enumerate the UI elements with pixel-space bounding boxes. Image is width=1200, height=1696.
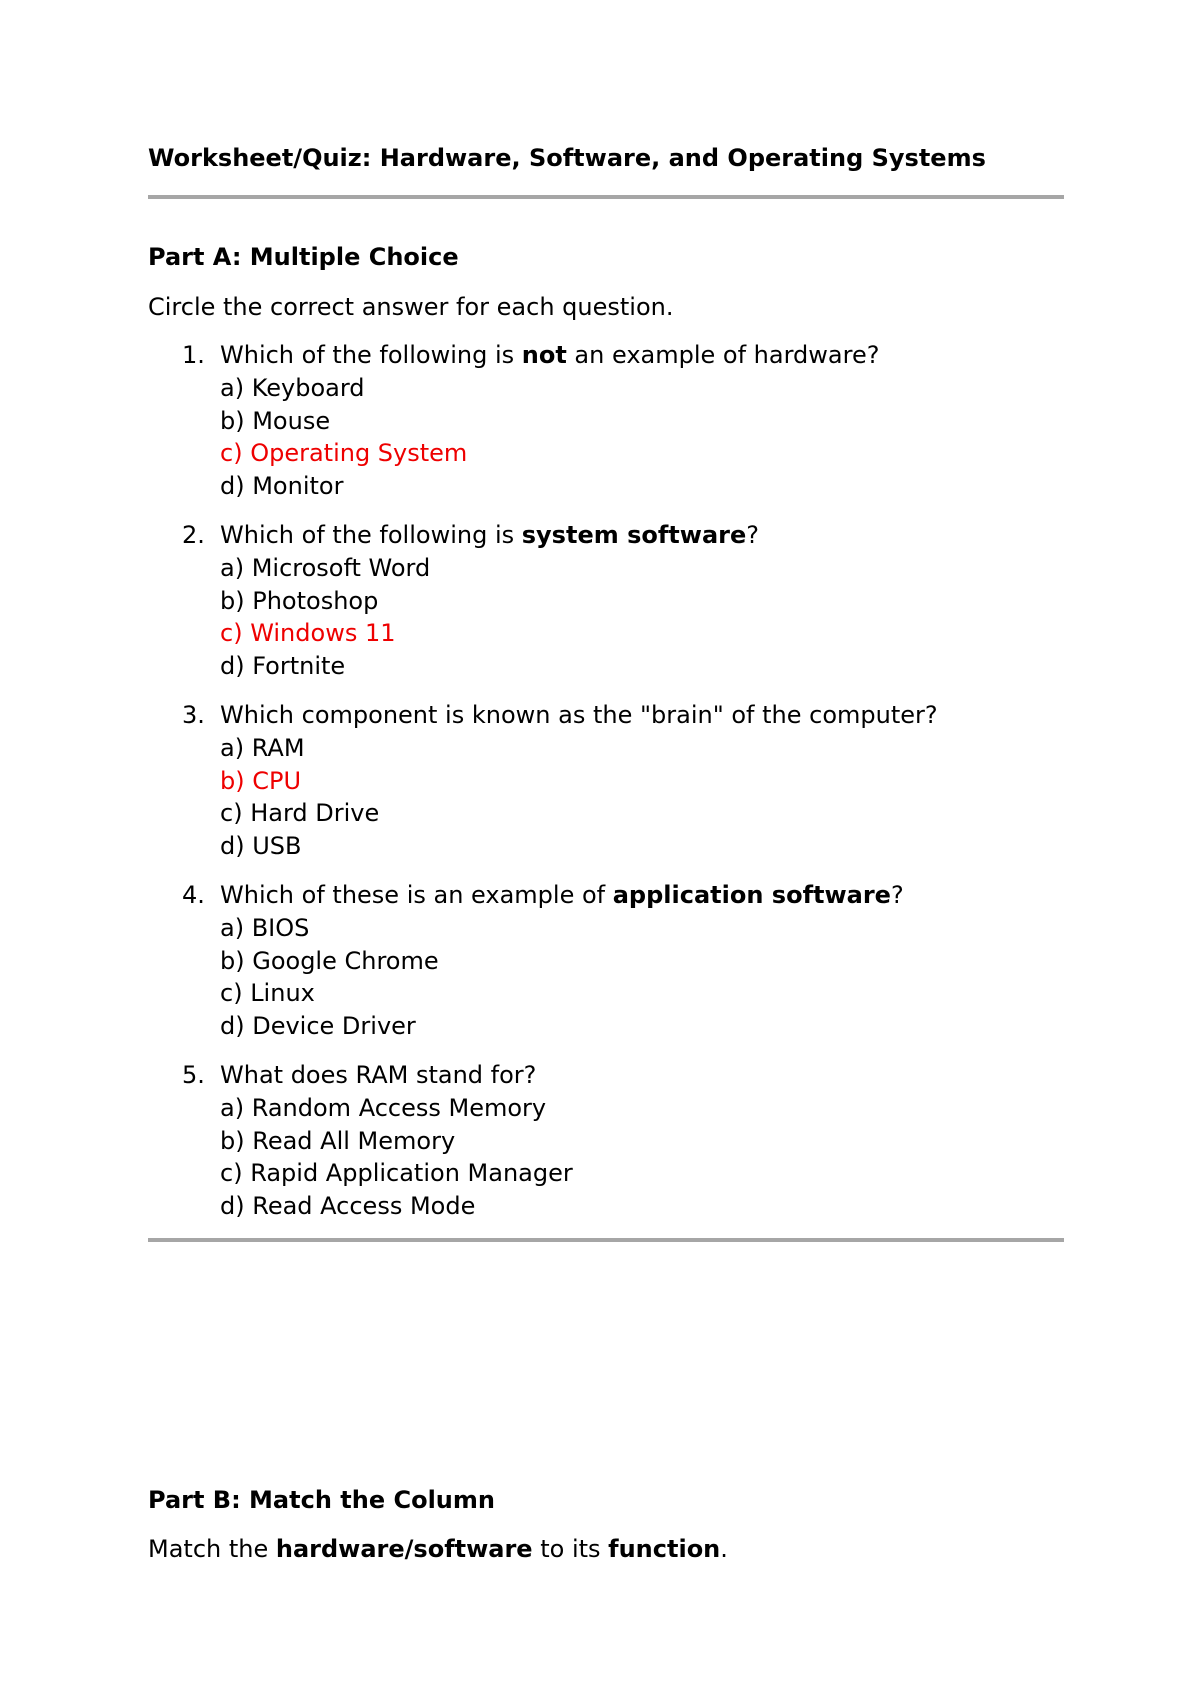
question-stem xyxy=(148,699,1062,732)
part-a-divider xyxy=(148,1238,1064,1242)
question-3 xyxy=(148,699,1062,862)
question-number: 3. xyxy=(182,701,205,729)
option-a[interactable]: a) Random Access Memory xyxy=(220,1094,547,1122)
question-text: Which of the following is system software? xyxy=(220,521,759,549)
option-d[interactable]: d) USB xyxy=(220,831,302,860)
part-b-heading: Part B: Match the Column xyxy=(148,1486,495,1514)
question-text: Which of these is an example of application software? xyxy=(220,881,904,909)
option-d[interactable]: d) Read Access Mode xyxy=(220,1191,476,1220)
question-4 xyxy=(148,879,1062,1042)
option-d[interactable]: d) Fortnite xyxy=(220,651,346,680)
question-number: 1. xyxy=(182,341,205,369)
part-a-heading: Part A: Multiple Choice xyxy=(148,243,459,271)
question-text: Which component is known as the "brain" of the computer? xyxy=(220,701,938,729)
question-stem xyxy=(148,1059,1062,1092)
option-c-correct[interactable]: c) Operating System xyxy=(220,439,468,467)
question-1 xyxy=(148,339,1062,502)
option-d[interactable]: d) Monitor xyxy=(220,471,344,500)
question-text: What does RAM stand for? xyxy=(220,1061,537,1089)
option-b[interactable]: b) Google Chrome xyxy=(220,946,439,975)
question-stem xyxy=(148,339,1062,372)
option-b-correct[interactable]: b) CPU xyxy=(220,766,302,795)
option-a[interactable]: a) Keyboard xyxy=(220,374,365,402)
option-b[interactable]: b) Read All Memory xyxy=(220,1126,456,1155)
question-number: 2. xyxy=(182,521,205,549)
question-number: 5. xyxy=(182,1061,205,1089)
part-a-instruction: Circle the correct answer for each question. xyxy=(148,293,674,321)
question-stem xyxy=(148,519,1062,552)
option-a[interactable]: a) Microsoft Word xyxy=(220,554,431,582)
title-divider xyxy=(148,195,1064,199)
question-5 xyxy=(148,1059,1062,1222)
option-a[interactable]: a) BIOS xyxy=(220,914,310,942)
option-c-correct[interactable]: c) Windows 11 xyxy=(220,619,396,647)
question-number: 4. xyxy=(182,881,205,909)
option-c[interactable]: c) Rapid Application Manager xyxy=(220,1159,573,1187)
option-d[interactable]: d) Device Driver xyxy=(220,1011,416,1040)
option-c[interactable]: c) Linux xyxy=(220,979,315,1007)
question-2 xyxy=(148,519,1062,682)
option-c[interactable]: c) Hard Drive xyxy=(220,799,380,827)
question-text: Which of the following is not an example of hardware? xyxy=(220,341,880,369)
option-b[interactable]: b) Photoshop xyxy=(220,586,379,615)
option-b[interactable]: b) Mouse xyxy=(220,406,331,435)
option-a[interactable]: a) RAM xyxy=(220,734,305,762)
document-title: Worksheet/Quiz: Hardware, Software, and Operating Systems xyxy=(148,144,986,172)
part-b-instruction: Match the hardware/software to its function. xyxy=(148,1535,728,1563)
question-stem xyxy=(148,879,1062,912)
